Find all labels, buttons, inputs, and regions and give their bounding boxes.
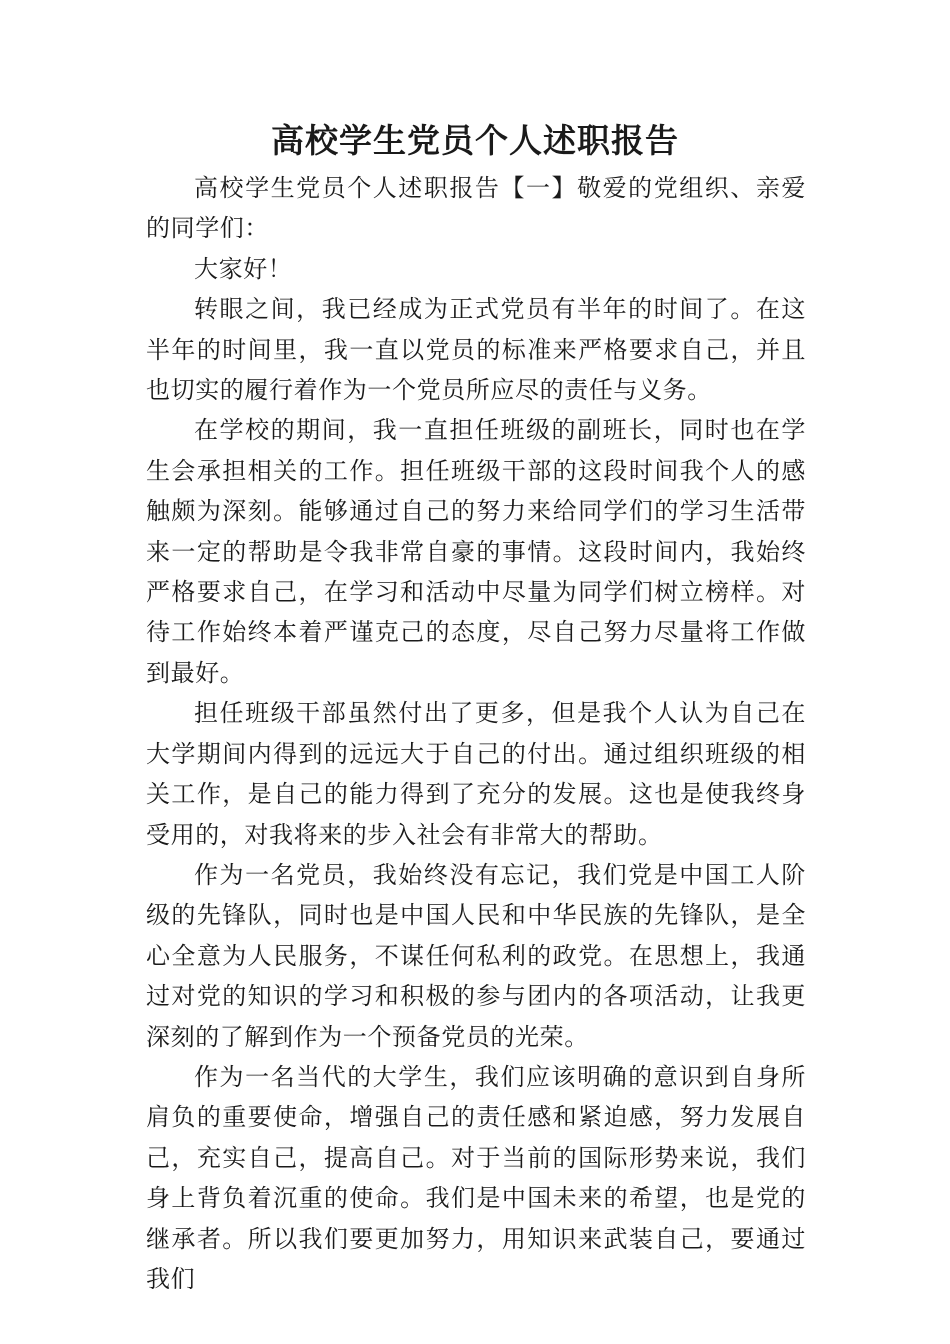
paragraph-growth: 担任班级干部虽然付出了更多，但是我个人认为自己在大学期间内得到的远远大于自己的付出。通过组织班级的相关工作，是自己的能力得到了充分的发展。这也是使我终身受用的，对我将来的步入社会有非常大的帮助。 xyxy=(146,699,806,849)
paragraph-hello: 大家好！ xyxy=(194,254,293,283)
paragraph-greeting-line: 高校学生党员个人述职报告【一】敬爱的党组织、亲爱的同学们： xyxy=(146,174,806,243)
paragraph-mission: 作为一名当代的大学生，我们应该明确的意识到自身所肩负的重要使命，增强自己的责任感和紧迫感，努力发展自己，充实自己，提高自己。对于当前的国际形势来说，我们身上背负着沉重的使命。我们是中国未来的希望，也是党的继承者。所以我们要更加努力，用知识来武装自己，要通过我们 xyxy=(146,1062,806,1293)
paragraph-class-work: 在学校的期间，我一直担任班级的副班长，同时也在学生会承担相关的工作。担任班级干部的这段时间我个人的感触颇为深刻。能够通过自己的努力来给同学们的学习生活带来一定的帮助是令我非常自豪的事情。这段时间内，我始终严格要求自己，在学习和活动中尽量为同学们树立榜样。对待工作始终本着严谨克己的态度，尽自己努力尽量将工作做到最好。 xyxy=(146,416,806,687)
paragraph-party-member: 作为一名党员，我始终没有忘记，我们党是中国工人阶级的先锋队，同时也是中国人民和中华民族的先锋队，是全心全意为人民服务，不谋任何私利的政党。在思想上，我通过对党的知识的学习和积极的参与团内的各项活动，让我更深刻的了解到作为一个预备党员的光荣。 xyxy=(146,860,806,1051)
document-body xyxy=(146,168,806,1299)
document-title: 高校学生党员个人述职报告 xyxy=(271,121,679,160)
paragraph-intro: 转眼之间，我已经成为正式党员有半年的时间了。在这半年的时间里，我一直以党员的标准来严格要求自己，并且也切实的履行着作为一个党员所应尽的责任与义务。 xyxy=(146,295,806,405)
